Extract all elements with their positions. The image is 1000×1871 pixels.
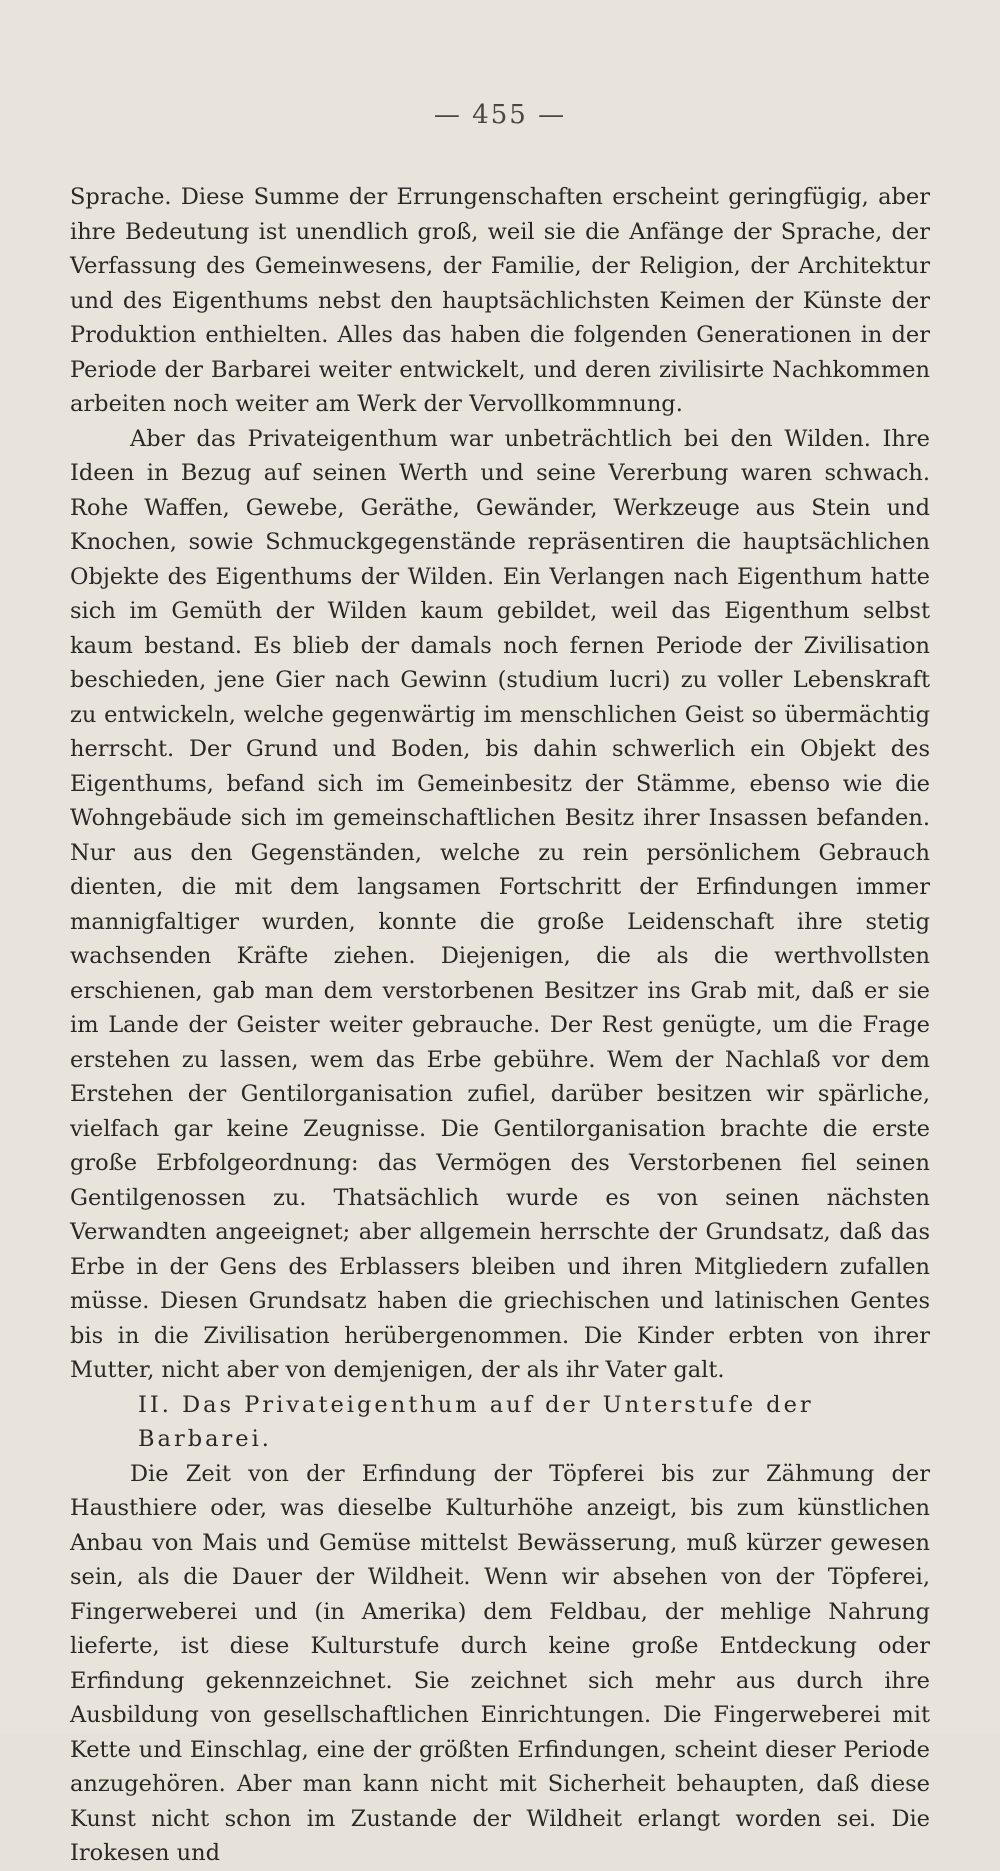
page-number: — 455 — bbox=[433, 100, 567, 130]
paragraph-continuation: Sprache. Diese Summe der Errungenschaften erscheint geringfügig, aber ihre Bedeutung ist unendlich groß, weil sie die Anfänge der Sprache, der Verfassung des Gemeinwesens, der Familie, der Religion, der Architektur und des Eigenthums nebst den hauptsächlichsten Keimen der Künste der Produktion enthielten. Alles das haben die folgenden Generationen in der Periode der Barbarei weiter entwickelt, und deren zivilisirte Nachkommen arbeiten noch weiter am Werk der Vervollkommnung. bbox=[70, 184, 930, 417]
paragraph-lower-barbarism: Die Zeit von der Erfindung der Töpferei bis zur Zähmung der Hausthiere oder, was dieselbe Kulturhöhe anzeigt, bis zum künstlichen Anbau von Mais und Gemüse mittelst Bewässerung, muß kürzer gewesen sein, als die Dauer der Wildheit. Wenn wir absehen von der Töpferei, Fingerweberei und (in Amerika) dem Feldbau, der mehlige Nahrung lieferte, ist diese Kulturstufe durch keine große Entdeckung oder Erfindung gekennzeichnet. Sie zeichnet sich mehr aus durch ihre Ausbildung von gesellschaftlichen Einrichtungen. Die Fingerweberei mit Kette und Einschlag, eine der größten Erfindungen, scheint dieser Periode anzugehören. Aber man kann nicht mit Sicherheit behaupten, daß diese Kunst nicht schon im Zustande der Wildheit erlangt worden sei. Die Irokesen und bbox=[70, 1460, 930, 1866]
paragraph-private-property: Aber das Privateigenthum war unbeträchtlich bei den Wilden. Ihre Ideen in Bezug auf seinen Werth und seine Vererbung waren schwach. Rohe Waffen, Gewebe, Geräthe, Gewänder, Werkzeuge aus Stein und Knochen, sowie Schmuckgegenstände repräsentiren die hauptsächlichen Objekte des Eigenthums der Wilden. Ein Verlangen nach Eigenthum hatte sich im Gemüth der Wilden kaum gebildet, weil das Eigenthum selbst kaum bestand. Es blieb der damals noch fernen Periode der Zivilisation beschieden, jene Gier nach Gewinn (studium lucri) zu voller Lebenskraft zu entwickeln, welche gegenwärtig im menschlichen Geist so übermächtig herrscht. Der Grund und Boden, bis dahin schwerlich ein Objekt des Eigenthums, befand sich im Gemeinbesitz der Stämme, ebenso wie die Wohngebäude sich im gemeinschaftlichen Besitz ihrer Insassen befanden. Nur aus den Gegenständen, welche zu rein persönlichem Gebrauch dienten, die mit dem langsamen Fortschritt der Erfindungen immer mannigfaltiger wurden, konnte die große Leidenschaft ihre stetig wachsenden Kräfte ziehen. Diejenigen, die als die werthvollsten erschienen, gab man dem verstorbenen Besitzer ins Grab mit, daß er sie im Lande der Geister weiter gebrauche. Der Rest genügte, um die Frage erstehen zu lassen, wem das Erbe gebühre. Wem der Nachlaß vor dem Erstehen der Gentilorganisation zufiel, darüber besitzen wir spärliche, vielfach gar keine Zeugnisse. Die Gentilorganisation brachte die erste große Erbfolgeordnung: das Vermögen des Verstorbenen fiel seinen Gentilgenossen zu. Thatsächlich wurde es von seinen nächsten Verwandten angeeignet; aber allgemein herrschte der Grundsatz, daß das Erbe in der Gens des Erblassers bleiben und ihren Mitgliedern zufallen müsse. Diesen Grundsatz haben die griechischen und latinischen Gentes bis in die Zivilisation herübergenommen. Die Kinder erbten von ihrer Mutter, nicht aber von demjenigen, der als ihr Vater galt. bbox=[70, 425, 930, 1383]
section-heading: II. Das Privateigenthum auf der Unterstufe der Barbarei. bbox=[138, 1391, 814, 1452]
body-text bbox=[70, 180, 930, 1871]
